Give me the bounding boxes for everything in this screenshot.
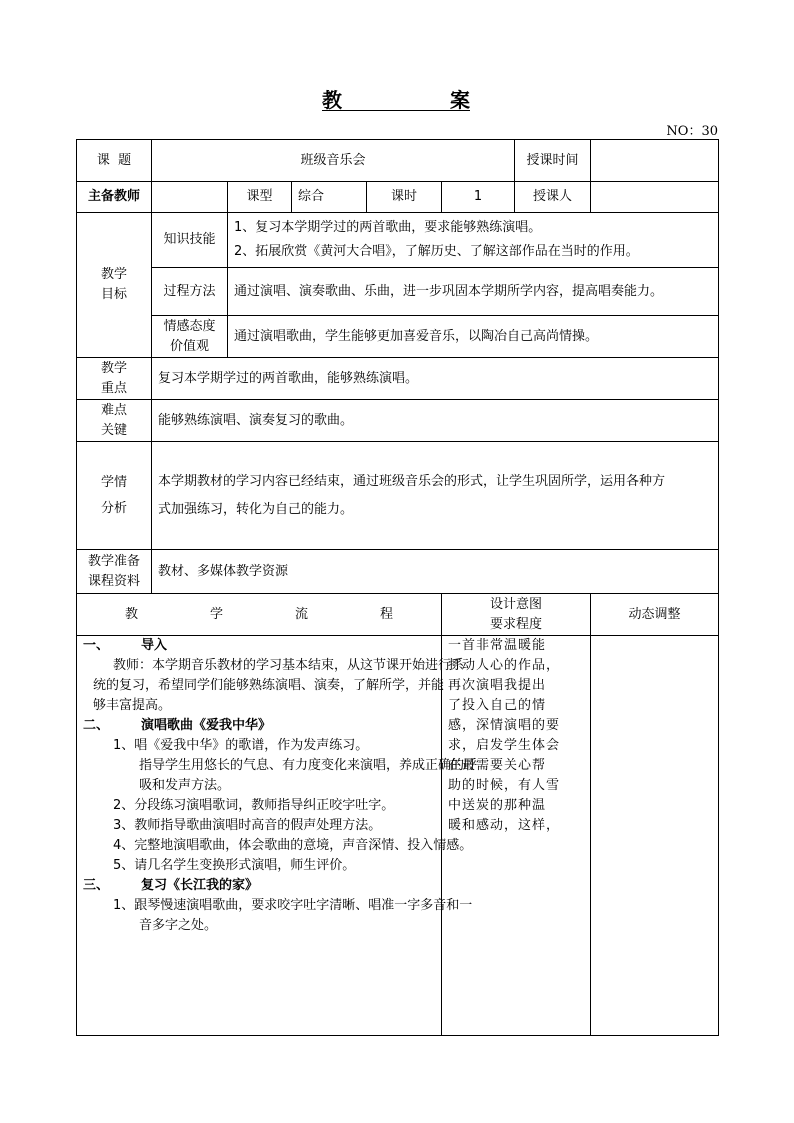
lesson-plan-table (76, 139, 719, 1036)
emotion-text: 通过演唱歌曲，学生能够更加喜爱音乐，以陶冶自己高尚情操。 (228, 316, 719, 358)
process-text: 通过演唱、演奏歌曲、乐曲，进一步巩固本学期所学内容，提高唱奏能力。 (228, 268, 719, 316)
title-underline (322, 110, 470, 111)
teacher-label: 主备教师 (77, 182, 152, 213)
time-value[interactable] (591, 140, 719, 182)
adjust-content[interactable] (591, 636, 719, 1036)
flow-line: 教师：本学期音乐教材的学习基本结束，从这节课开始进行系 (113, 658, 465, 673)
goals-label: 教学 目标 (77, 213, 152, 358)
design-line: 再次演唱我提出 (448, 678, 547, 693)
flow-line: 1、唱《爱我中华》的歌谱，作为发声练习。 (113, 738, 369, 753)
flow-line: 指导学生用悠长的气息、有力度变化来演唱，养成正确的呼 (139, 758, 478, 773)
topic-label: 课 题 (77, 140, 152, 182)
flow-line: 统的复习，希望同学们能够熟练演唱、演奏，了解所学，并能 (93, 678, 445, 693)
flow-line: 音多字之处。 (139, 918, 218, 933)
title-char-2: 案 (450, 88, 470, 112)
key-points-text: 复习本学期学过的两首歌曲，能够熟练演唱。 (152, 358, 719, 400)
design-content (442, 636, 591, 1036)
section-2-heading: 二、 演唱歌曲《爱我中华》 (83, 718, 272, 733)
knowledge-text: 1、复习本学期学过的两首歌曲，要求能够熟练演唱。 2、拓展欣赏《黄河大合唱》，了解历史、了解这部作品在当时的作用。 (228, 213, 719, 268)
instructor-value[interactable] (591, 182, 719, 213)
difficulties-label: 难点 关键 (77, 400, 152, 442)
design-line: 在最需要关心帮 (448, 758, 547, 773)
flow-header-char-1: 教 (125, 606, 139, 622)
knowledge-label: 知识技能 (152, 213, 228, 268)
design-line: 求，启发学生体会 (448, 738, 561, 753)
type-value: 综合 (292, 182, 367, 213)
flow-header-char-4: 程 (379, 606, 393, 622)
design-line: 中送炭的那种温 (448, 798, 547, 813)
document-number: NO：30 (666, 124, 718, 139)
topic-value: 班级音乐会 (152, 140, 515, 182)
design-line: 一首非常温暖能 (448, 638, 547, 653)
key-points-label: 教学 重点 (77, 358, 152, 400)
flow-line: 吸和发声方法。 (139, 778, 231, 793)
design-line: 暖和感动，这样， (448, 818, 561, 833)
difficulties-text: 能够熟练演唱、演奏复习的歌曲。 (152, 400, 719, 442)
design-header: 设计意图 要求程度 (442, 594, 591, 636)
title-char-1: 教 (322, 88, 342, 112)
hours-label: 课时 (367, 182, 442, 213)
analysis-text: 本学期教材的学习内容已经结束，通过班级音乐会的形式，让学生巩固所学，运用各种方 式加强练习，转化为自己的能力。 (152, 442, 719, 550)
flow-line: 2、分段练习演唱歌词，教师指导纠正咬字吐字。 (113, 798, 395, 813)
design-line: 感，深情演唱的要 (448, 718, 561, 733)
flow-line: 1、跟琴慢速演唱歌曲，要求咬字吐字清晰、唱准一字多音和一 (113, 898, 473, 913)
design-line: 了投入自己的情 (448, 698, 547, 713)
prep-label: 教学准备 课程资料 (77, 550, 152, 594)
process-label: 过程方法 (152, 268, 228, 316)
adjust-header: 动态调整 (591, 594, 719, 636)
instructor-label: 授课人 (515, 182, 591, 213)
flow-line: 4、完整地演唱歌曲，体会歌曲的意境，声音深情、投入情感。 (113, 838, 473, 853)
emotion-label: 情感态度 价值观 (152, 316, 228, 358)
flow-header-char-3: 流 (294, 606, 308, 622)
hours-value: 1 (442, 182, 515, 213)
analysis-label: 学情 分析 (77, 442, 152, 550)
type-label: 课型 (228, 182, 292, 213)
teacher-value[interactable] (152, 182, 228, 213)
flow-content (77, 636, 478, 1036)
flow-line: 3、教师指导歌曲演唱时高音的假声处理方法。 (113, 818, 382, 833)
time-label: 授课时间 (515, 140, 591, 182)
section-3-heading: 三、 复习《长江我的家》 (83, 878, 259, 893)
flow-header-char-2: 学 (209, 606, 223, 622)
flow-header (77, 594, 442, 636)
design-line: 助的时候，有人雪 (448, 778, 561, 793)
section-1-heading: 一、 导入 (83, 638, 168, 653)
flow-line: 够丰富提高。 (93, 698, 172, 713)
design-line: 打动人心的作品， (448, 658, 561, 673)
prep-text: 教材、多媒体教学资源 (152, 550, 719, 594)
flow-line: 5、请几名学生变换形式演唱，师生评价。 (113, 858, 356, 873)
